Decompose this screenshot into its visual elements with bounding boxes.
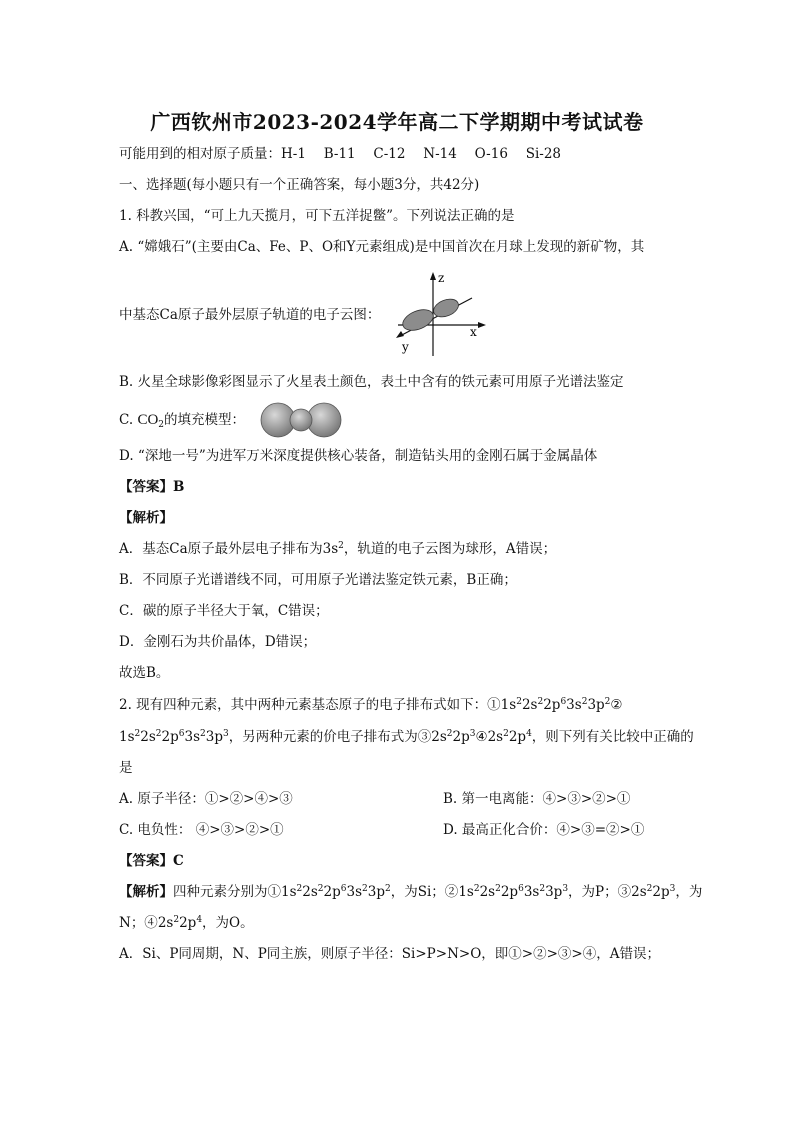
- q2-stem-line2: $1s^22s^22p^63s^23p^3$，另两种元素的价电子排布式为$③2s^22p^3④2s^22p^4$，则下列有关比较中正确的: [119, 729, 694, 745]
- q2-stem-line1: 2. 现有四种元素，其中两种元素基态原子的电子排布式如下：$①1s^22s^22p^63s^23p^2②$: [119, 697, 623, 713]
- q1-option-a-line2: 中基态Ca原子最外层原子轨道的电子云图：: [119, 307, 381, 323]
- q1-conclusion: 故选B。: [119, 665, 170, 681]
- q2-analysis-text: ，为: [675, 884, 703, 900]
- co2-space-filling-model: [256, 400, 346, 440]
- q2-analysis-text: ，为P；③: [568, 884, 632, 900]
- q1-stem: 1. 科教兴国，“可上九天揽月，可下五洋捉鳖”。下列说法正确的是: [119, 208, 515, 224]
- q1-option-c-prefix: C.: [119, 412, 138, 428]
- atomic-masses-line: 可能用到的相对原子质量：H-1 B-11 C-12 N-14 O-16 Si-28: [119, 146, 562, 162]
- q2-analysis-line1: 【解析】四种元素分别为$①1s^22s^22p^63s^23p^2$，为Si；$②1s^22s^22p^63s^23p^3$，为P；$③2s^22p^3$，为: [119, 884, 703, 900]
- q1-option-c: [119, 410, 245, 430]
- page-title: 广西钦州市2023-2024学年高二下学期期中考试试卷: [150, 110, 644, 134]
- x-axis-arrow: [478, 322, 486, 328]
- q2-analysis-a: A．Si、P同周期，N、P同主族，则原子半径：Si>P>N>O，即①>②>③>④，A错误；: [119, 946, 660, 962]
- q2-analysis-text: 四种元素分别为①: [173, 884, 281, 900]
- q2-stem-text: 2. 现有四种元素，其中两种元素基态原子的电子排布式如下：①: [119, 697, 501, 713]
- q2-option-a: A. 原子半径：①>②>④>③: [119, 791, 293, 807]
- q1-analysis-label: 【解析】: [119, 510, 173, 526]
- q2-answer: 【答案】C: [119, 853, 184, 869]
- superscript: 2: [338, 541, 344, 551]
- section-heading: 一、选择题(每小题只有一个正确答案，每小题3分，共42分): [119, 177, 480, 193]
- x-axis-label: x: [470, 325, 477, 339]
- q2-analysis-text: N；④: [119, 915, 158, 931]
- orbital-lobe-back: [431, 296, 461, 321]
- orbital-lobe-front: [400, 306, 436, 335]
- carbon-atom: [290, 409, 312, 431]
- q2-analysis-label: 【解析】: [119, 884, 173, 900]
- q2-analysis-text: ，为Si；②: [390, 884, 459, 900]
- q1-analysis-a: [119, 539, 556, 559]
- q1-option-b: B. 火星全球影像彩图显示了火星表土颜色，表土中含有的铁元素可用原子光谱法鉴定: [119, 374, 624, 390]
- q2-analysis-line2: N；$④2s^22p^4$，为O。: [119, 915, 254, 931]
- z-axis-arrow: [430, 272, 436, 280]
- y-axis-label: y: [402, 340, 409, 354]
- co2-formula: CO: [137, 412, 159, 428]
- q2-stem-line3: 是: [119, 760, 133, 776]
- q2-stem-text-mid: ，另两种元素的价电子排布式为③: [228, 729, 432, 745]
- p-orbital-electron-cloud-figure: [390, 268, 490, 358]
- z-axis-label: z: [438, 271, 445, 285]
- y-axis-arrow: [396, 331, 404, 338]
- q1-analysis-d: D．金刚石为共价晶体，D错误；: [119, 634, 317, 650]
- q1-analysis-c: C．碳的原子半径大于氧，C错误；: [119, 603, 329, 619]
- q1-analysis-b: B．不同原子光谱谱线不同，可用原子光谱法鉴定铁元素，B正确；: [119, 572, 517, 588]
- q2-analysis-text: ，为O。: [202, 915, 254, 931]
- q2-stem-text-end: ，则下列有关比较中正确的: [531, 729, 694, 745]
- q2-option-d: D. 最高正化合价：④>③=②>①: [443, 822, 645, 838]
- q1-analysis-a-text: A．基态Ca原子最外层电子排布为3s: [119, 541, 339, 557]
- q1-option-d: D. “深地一号”为进军万米深度提供核心装备，制造钻头用的金刚石属于金属晶体: [119, 448, 598, 464]
- q1-option-c-suffix: 的填充模型：: [164, 412, 246, 428]
- q1-analysis-a-text-end: ，轨道的电子云图为球形，A错误；: [343, 541, 557, 557]
- co2-subscript: 2: [158, 420, 165, 430]
- q2-option-b: B. 第一电离能：④>③>②>①: [443, 791, 631, 807]
- q1-option-a-line1: A. “嫦娥石”(主要由Ca、Fe、P、O和Y元素组成)是中国首次在月球上发现的新矿物，其: [119, 239, 645, 255]
- q2-option-c: C. 电负性： ④>③>②>①: [119, 822, 284, 838]
- q1-answer: 【答案】B: [119, 479, 185, 495]
